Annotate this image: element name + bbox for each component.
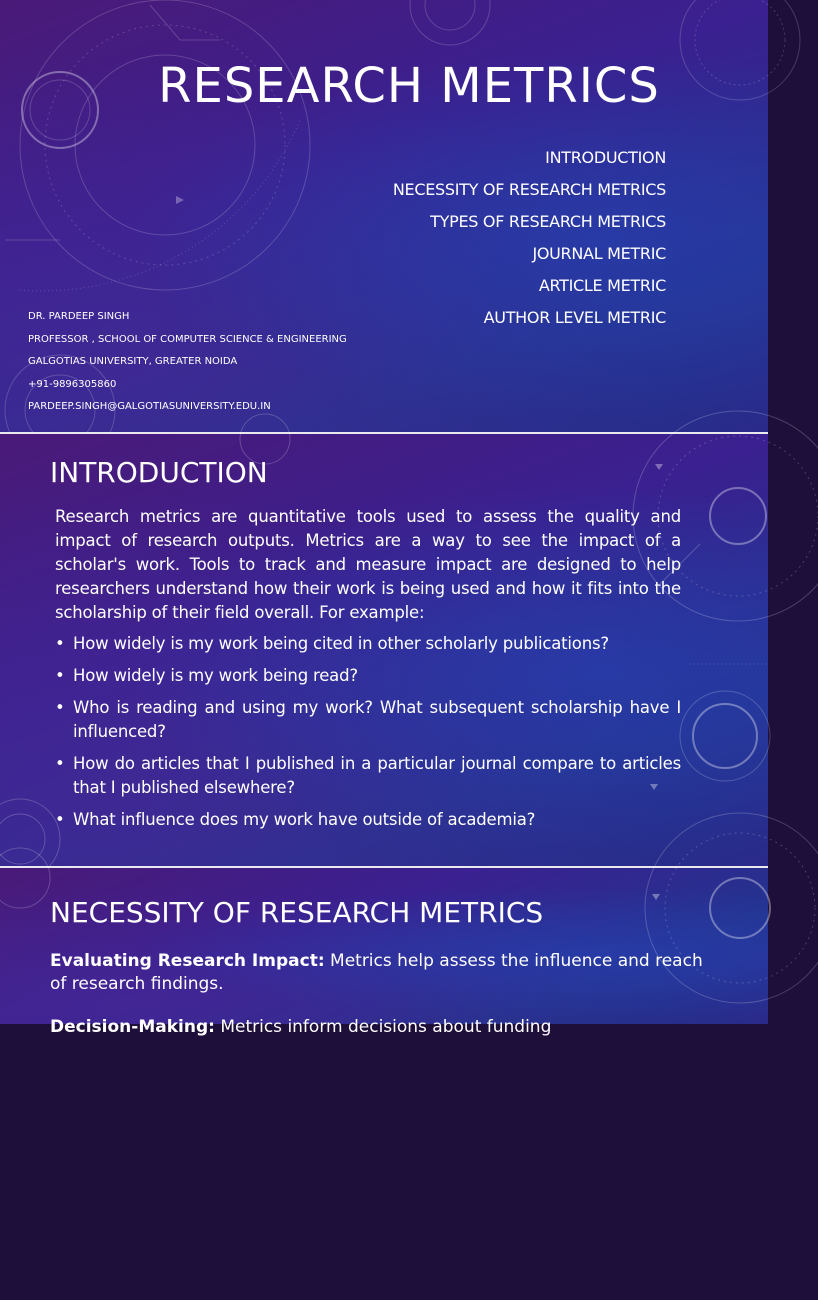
point-text: Metrics inform decisions about funding xyxy=(214,1017,552,1037)
list-item: • How do articles that I published in a particular journal compare to articles that I published elsewhere? xyxy=(55,754,681,797)
author-name: DR. PARDEEP SINGH xyxy=(28,311,130,322)
section-heading: INTRODUCTION xyxy=(50,456,268,489)
author-phone: +91-9896305860 xyxy=(28,378,117,390)
toc-item-necessity: NECESSITY OF RESEARCH METRICS xyxy=(392,180,666,199)
point-label: Evaluating Research Impact: xyxy=(50,951,325,971)
author-position: PROFESSOR , SCHOOL OF COMPUTER SCIENCE & ENGINEERING xyxy=(28,333,347,345)
list-item: • Who is reading and using my work? What subsequent scholarship have I influenced? xyxy=(55,698,681,741)
presentation-title: RESEARCH METRICS xyxy=(158,58,660,114)
point-text: Metrics help assess the influence and reach of research findings. xyxy=(50,951,703,994)
list-item: • How widely is my work being read? xyxy=(55,664,681,688)
author-university: GALGOTIAS UNIVERSITY, GREATER NOIDA xyxy=(28,356,238,367)
title-slide xyxy=(0,0,768,432)
list-item: • How widely is my work being cited in other scholarly publications? xyxy=(55,632,681,656)
example-questions-list xyxy=(55,632,681,840)
section-heading: NECESSITY OF RESEARCH METRICS xyxy=(50,896,544,929)
circular-tech-decoration xyxy=(0,868,768,1300)
necessity-point xyxy=(50,1016,710,1039)
toc-item-introduction: INTRODUCTION xyxy=(545,148,666,167)
bullet-icon: • xyxy=(55,634,65,653)
intro-paragraph: Research metrics are quantitative tools used to assess the quality and impact of research outputs. Metrics are a way to see the impact of a scholar's work. Tools to track and measure impact are designed to help researchers understand how their work is being used and how it fits into the scholarship of their field overall. For example: xyxy=(55,507,681,622)
toc-item-journal-metric: JOURNAL METRIC xyxy=(532,244,666,263)
bullet-icon: • xyxy=(55,666,65,685)
point-label: Decision-Making: xyxy=(50,1017,215,1037)
bullet-icon: • xyxy=(55,698,65,717)
toc-item-article-metric: ARTICLE METRIC xyxy=(538,276,666,295)
toc-item-author-level-metric: AUTHOR LEVEL METRIC xyxy=(483,308,666,327)
toc-item-types: TYPES OF RESEARCH METRICS xyxy=(430,212,666,231)
necessity-point xyxy=(50,950,710,996)
bullet-icon: • xyxy=(55,810,65,829)
table-of-contents xyxy=(393,142,666,334)
introduction-slide xyxy=(0,434,768,866)
list-item: • What influence does my work have outside of academia? xyxy=(55,808,681,832)
bullet-icon: • xyxy=(55,754,65,773)
author-info xyxy=(28,306,347,419)
necessity-slide xyxy=(0,868,768,1037)
author-email: PARDEEP.SINGH@GALGOTIASUNIVERSITY.EDU.IN xyxy=(28,401,271,412)
